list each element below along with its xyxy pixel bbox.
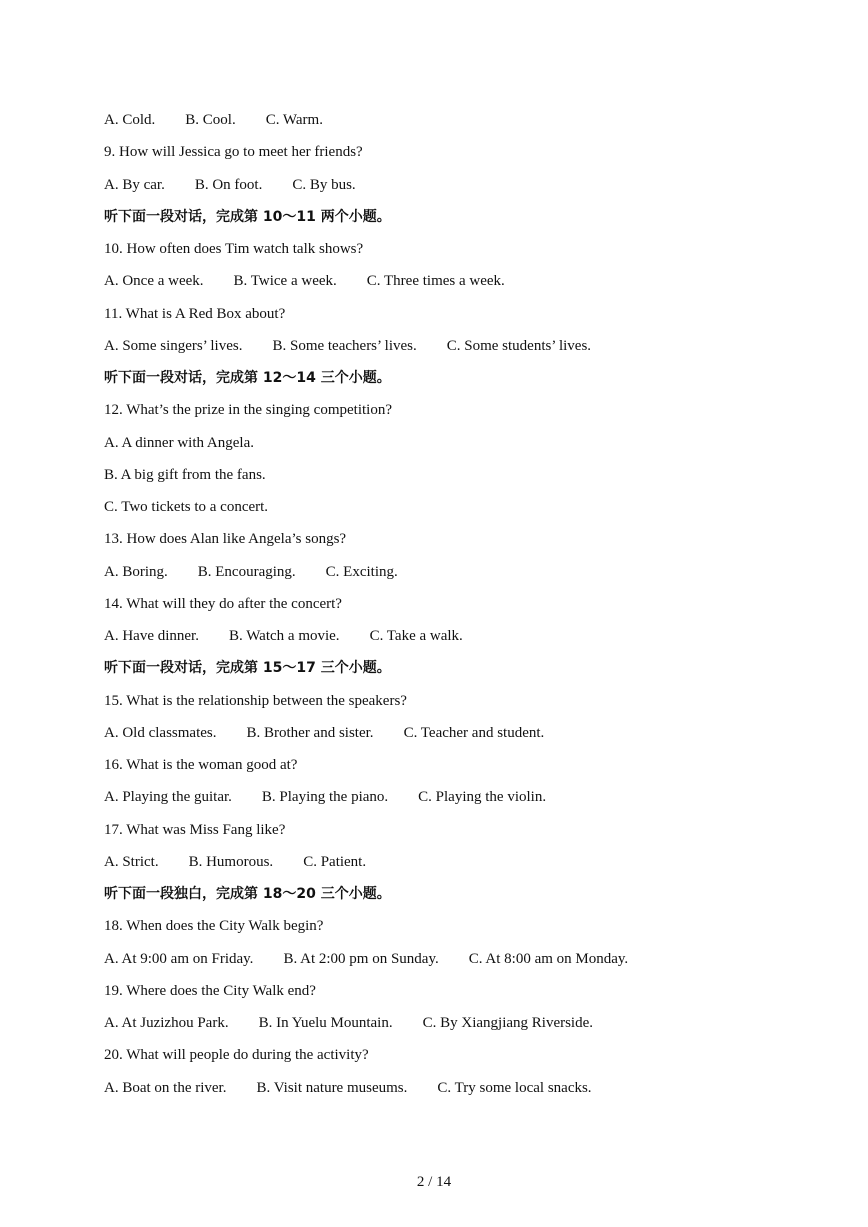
answer-options	[104, 948, 824, 980]
option-b: B. Watch a movie.	[228, 628, 340, 644]
option-c: C. Warm.	[265, 112, 323, 128]
option-c: C. Playing the violin.	[418, 789, 547, 806]
question-text: 14. What will they do after the concert?	[104, 595, 342, 612]
option-b: B. Cool.	[185, 112, 236, 128]
answer-options	[104, 1077, 824, 1109]
answer-options	[104, 109, 824, 141]
option-b: B. Encouraging.	[197, 563, 296, 580]
option-a: A. Some singers’ lives.	[104, 337, 243, 354]
answer-options	[104, 722, 824, 754]
answer-options	[104, 561, 824, 593]
option-b: B. Brother and sister.	[246, 724, 374, 741]
answer-options	[104, 174, 824, 206]
question-text: 13. How does Alan like Angela’s songs?	[104, 531, 347, 548]
option-c: C. Exciting.	[325, 563, 398, 580]
answer-options	[104, 851, 824, 883]
option-a: A. Once a week.	[104, 273, 204, 290]
option-b: B. Twice a week.	[233, 273, 337, 290]
option-a: A. Boring.	[104, 563, 168, 580]
option-b: B. Humorous.	[188, 853, 274, 870]
question-text: 9. How will Jessica go to meet her friends?	[104, 144, 363, 161]
page-number: 2 / 14	[416, 1174, 452, 1190]
answer-options	[104, 786, 824, 818]
question-text: 12. What’s the prize in the singing competition?	[104, 402, 392, 419]
option-c: C. Take a walk.	[369, 628, 463, 644]
section-heading: 听下面一段独白，完成第 18～20 三个小题。	[104, 886, 391, 902]
question-text: A. A dinner with Angela.	[104, 434, 254, 451]
question-text: 19. Where does the City Walk end?	[104, 982, 316, 999]
answer-options	[104, 270, 824, 302]
option-b: B. Some teachers’ lives.	[272, 337, 417, 354]
option-b: B. At 2:00 pm on Sunday.	[283, 950, 439, 967]
answer-options	[104, 1012, 824, 1044]
option-a: A. By car.	[104, 176, 165, 193]
question-text: 18. When does the City Walk begin?	[104, 918, 324, 935]
option-c: C. Try some local snacks.	[437, 1079, 592, 1096]
section-heading: 听下面一段对话，完成第 15～17 三个小题。	[104, 660, 391, 677]
option-c: C. At 8:00 am on Monday.	[468, 950, 629, 967]
option-a: A. At Juzizhou Park.	[104, 1015, 229, 1031]
option-b: B. In Yuelu Mountain.	[258, 1015, 393, 1031]
option-a: A. Old classmates.	[104, 724, 217, 741]
option-b: B. Visit nature museums.	[256, 1079, 408, 1096]
option-a: A. Have dinner.	[104, 628, 199, 644]
question-text: 10. How often does Tim watch talk shows?	[104, 241, 364, 257]
answer-options	[104, 625, 824, 657]
answer-options	[104, 335, 824, 367]
option-c: C. Teacher and student.	[403, 724, 545, 741]
option-b: B. On foot.	[194, 176, 263, 193]
option-c: C. By bus.	[292, 176, 356, 193]
option-c: C. Some students’ lives.	[446, 337, 592, 354]
option-c: C. Patient.	[303, 853, 367, 870]
section-heading: 听下面一段对话，完成第 12～14 三个小题。	[104, 370, 391, 386]
option-a: A. Cold.	[104, 112, 156, 128]
question-text: B. A big gift from the fans.	[104, 466, 266, 483]
option-a: A. Boat on the river.	[104, 1079, 227, 1096]
question-text: 16. What is the woman good at?	[104, 757, 298, 773]
option-a: A. Strict.	[104, 853, 159, 870]
question-text: 11. What is A Red Box about?	[104, 305, 286, 322]
question-text: 15. What is the relationship between the speakers?	[104, 692, 407, 709]
option-c: C. By Xiangjiang Riverside.	[422, 1015, 594, 1031]
question-text: 17. What was Miss Fang like?	[104, 821, 286, 838]
question-text: 20. What will people do during the activity?	[104, 1047, 369, 1064]
option-b: B. Playing the piano.	[261, 789, 389, 806]
exam-content	[104, 109, 824, 1109]
option-a: A. Playing the guitar.	[104, 789, 232, 806]
section-heading: 听下面一段对话，完成第 10～11 两个小题。	[104, 208, 391, 225]
option-a: A. At 9:00 am on Friday.	[104, 950, 254, 967]
option-c: C. Three times a week.	[366, 273, 505, 290]
question-text: C. Two tickets to a concert.	[104, 499, 269, 515]
